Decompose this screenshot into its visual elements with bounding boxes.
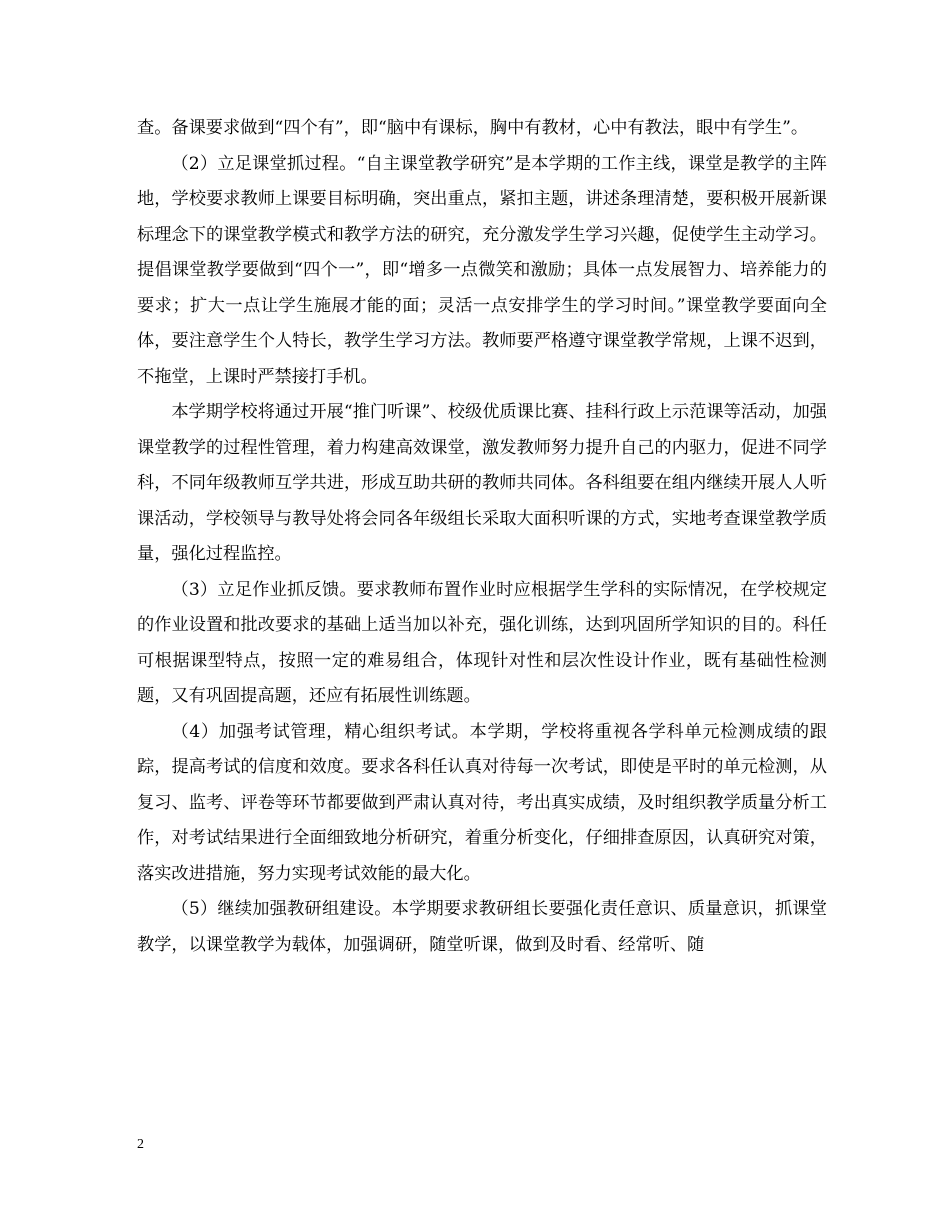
- paragraph-classroom-process: （2）立足课堂抓过程。“自主课堂教学研究”是本学期的工作主线，课堂是教学的主阵地，学校要求教师上课要目标明确，突出重点，紧扣主题，讲述条理清楚，要积极开展新课标理念下的课堂教学模式和教学方法的研究，充分激发学生学习兴趣，促使学生主动学习。提倡课堂教学要做到“四个一”，即“增多一点微笑和激励；具体一点发展智力、培养能力的要求；扩大一点让学生施展才能的面；灵活一点安排学生的学习时间。”课堂教学要面向全体，要注意学生个人特长，教学生学习方法。教师要严格遵守课堂教学常规，上课不迟到，不拖堂，上课时严禁接打手机。: [137, 153, 827, 387]
- paragraph-teaching-research-group: （5）继续加强教研组建设。本学期要求教研组长要强化责任意识、质量意识，抓课堂教学，以课堂教学为载体，加强调研，随堂听课，做到及时看、经常听、随: [137, 899, 827, 955]
- page-body: [137, 111, 827, 963]
- page-number: 2: [137, 1137, 144, 1152]
- paragraph-exam-management: （4）加强考试管理，精心组织考试。本学期，学校将重视各学科单元检测成绩的跟踪，提高考试的信度和效度。要求各科任认真对待每一次考试，即使是平时的单元检测，从复习、监考、评卷等环节都要做到严肃认真对待，考出真实成绩，及时组织教学质量分析工作，对考试结果进行全面细致地分析研究，着重分析变化，仔细排查原因，认真研究对策，落实改进措施，努力实现考试效能的最大化。: [137, 721, 827, 884]
- paragraph-lesson-observation: 本学期学校将通过开展“推门听课”、校级优质课比赛、挂科行政上示范课等活动，加强课堂教学的过程性管理，着力构建高效课堂，激发教师努力提升自己的内驱力，促进不同学科，不同年级教师互学共进，形成互助共研的教师共同体。各科组要在组内继续开展人人听课活动，学校领导与教导处将会同各年级组长采取大面积听课的方式，实地考查课堂教学质量，强化过程监控。: [137, 402, 827, 564]
- paragraph-lesson-prep-continued: 查。备课要求做到“四个有”，即“脑中有课标，胸中有教材，心中有教法，眼中有学生”。: [137, 118, 809, 138]
- paragraph-homework-feedback: （3）立足作业抓反馈。要求教师布置作业时应根据学生学科的实际情况，在学校规定的作业设置和批改要求的基础上适当加以补充，强化训练，达到巩固所学知识的目的。科任可根据课型特点，按照一定的难易组合，体现针对性和层次性设计作业，既有基础性检测题，又有巩固提高题，还应有拓展性训练题。: [137, 579, 827, 706]
